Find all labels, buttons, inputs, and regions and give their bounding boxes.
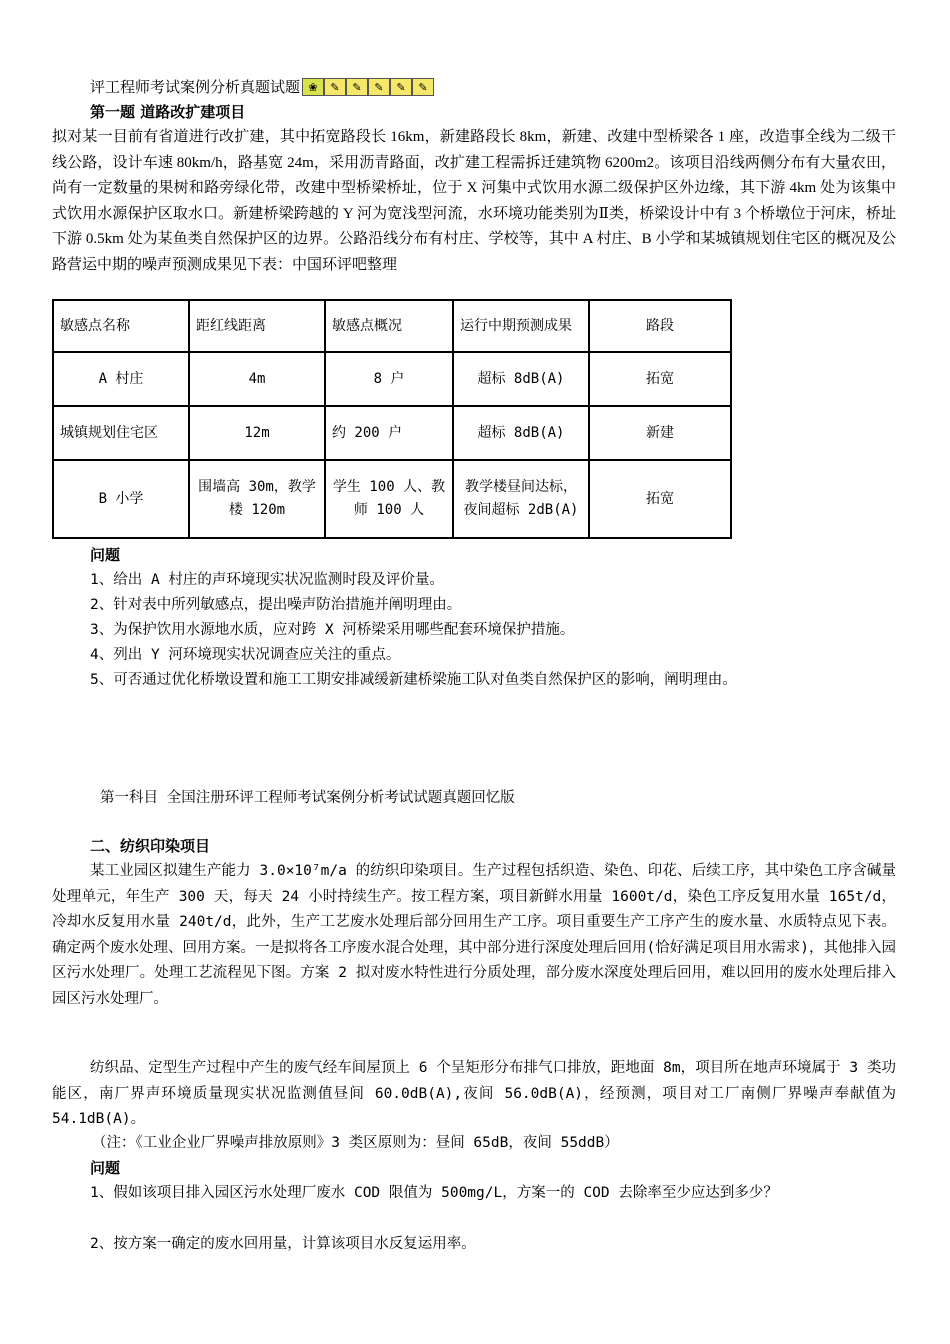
table-cell: 拓宽 bbox=[589, 460, 731, 538]
q2-heading: 二、纺织印染项目 bbox=[90, 837, 211, 855]
q1-question: 4、列出 Y 河环境现实状况调查应关注的重点。 bbox=[90, 647, 401, 663]
page-icon[interactable]: ✎ bbox=[390, 78, 412, 96]
q2-para2: 纺织品、定型生产过程中产生的废气经车间屋顶上 6 个呈矩形分布排气口排放，距地面 8m，项目所在地声环境属于 3 类功能区，南厂界声环境质量现实状况监测值昼间 60.0dB(A),夜间 56.0dB(A)，经预测，项目对工厂南侧厂界噪声奉献值为 54.1dB(A)。 bbox=[52, 1060, 896, 1127]
q1-heading: 第一题 道路改扩建项目 bbox=[90, 103, 246, 121]
page-icon[interactable]: ✎ bbox=[368, 78, 390, 96]
table-row bbox=[53, 352, 731, 406]
table-cell: 12m bbox=[189, 406, 325, 460]
q1-question: 1、给出 A 村庄的声环境现实状况监测时段及评价量。 bbox=[90, 572, 444, 588]
table-cell: 超标 8dB(A) bbox=[453, 352, 589, 406]
q1-question: 5、可否通过优化桥墩设置和施工工期安排减缓新建桥梁施工队对鱼类自然保护区的影响，阐明理由。 bbox=[90, 672, 737, 688]
table-header: 运行中期预测成果 bbox=[453, 300, 589, 352]
q1-body: 拟对某一目前有省道进行改扩建，其中拓宽路段长 16km，新建路段长 8km，新建、改建中型桥梁各 1 座，改造事全线为二级干线公路，设计车速 80km/h，路基宽 24m，采用沥青路面，改扩建工程需拆迁建筑物 6200m2。该项目沿线两侧分布有大量农田，尚有一定数量的果树和路旁绿化带，改建中型桥梁桥址，位于 X 河集中式饮用水源二级保护区外边缘，其下游 4km 处为该集中式饮用水源保护区取水口。新建桥梁跨越的 Y 河为宽浅型河流，水环境功能类别为Ⅱ类，桥梁设计中有 3 个桥墩位于河床，桥址下游 0.5km 处为某鱼类自然保护区的边界。公路沿线分布有村庄、学校等，其中 A 村庄、B 小学和某城镇规划住宅区的概况及公路营运中期的噪声预测成果见下表：中国环评吧整理 bbox=[52, 129, 896, 273]
table-header: 敏感点概况 bbox=[325, 300, 453, 352]
table-cell: 约 200 户 bbox=[325, 406, 453, 460]
table-cell: 4m bbox=[189, 352, 325, 406]
q2-question: 2、按方案一确定的废水回用量，计算该项目水反复运用率。 bbox=[90, 1236, 476, 1252]
table-cell: 学生 100 人、教师 100 人 bbox=[325, 460, 453, 538]
table-cell: 围墙高 30m，教学楼 120m bbox=[189, 460, 325, 538]
table-cell: 新建 bbox=[589, 406, 731, 460]
q2-question: 1、假如该项目排入园区污水处理厂废水 COD 限值为 500mg/L，方案一的 COD 去除率至少应达到多少？ bbox=[90, 1185, 778, 1201]
icon-strip bbox=[302, 78, 434, 96]
table-cell: 拓宽 bbox=[589, 352, 731, 406]
page-icon[interactable]: ✎ bbox=[412, 78, 434, 96]
document-title-line bbox=[90, 76, 434, 98]
table-header: 敏感点名称 bbox=[53, 300, 189, 352]
q1-questions-heading: 问题 bbox=[90, 546, 121, 564]
q1-question: 3、为保护饮用水源地水质，应对跨 X 河桥梁采用哪些配套环境保护措施。 bbox=[90, 622, 575, 638]
page-icon[interactable]: ✎ bbox=[346, 78, 368, 96]
table-cell: B 小学 bbox=[53, 460, 189, 538]
table-cell: 超标 8dB(A) bbox=[453, 406, 589, 460]
section-title: 第一科目 全国注册环评工程师考试案例分析考试试题真题回忆版 bbox=[100, 790, 515, 806]
q2-note: （注：《工业企业厂界噪声排放原则》3 类区原则为：昼间 65dB，夜间 55ddB） bbox=[92, 1135, 619, 1151]
table-header-row bbox=[53, 300, 731, 352]
table-row bbox=[53, 406, 731, 460]
noise-table bbox=[52, 299, 732, 539]
table-header: 路段 bbox=[589, 300, 731, 352]
table-header: 距红线距离 bbox=[189, 300, 325, 352]
document-title: 评工程师考试案例分析真题试题 bbox=[90, 78, 301, 96]
table-cell: 城镇规划住宅区 bbox=[53, 406, 189, 460]
table-row bbox=[53, 460, 731, 538]
q2-questions-heading: 问题 bbox=[90, 1159, 121, 1177]
table-cell: 8 户 bbox=[325, 352, 453, 406]
table-cell: A 村庄 bbox=[53, 352, 189, 406]
lotus-icon[interactable]: ❀ bbox=[302, 78, 324, 96]
q1-question: 2、针对表中所列敏感点，提出噪声防治措施并阐明理由。 bbox=[90, 597, 462, 613]
table-cell: 教学楼昼间达标，夜间超标 2dB(A) bbox=[453, 460, 589, 538]
page-icon[interactable]: ✎ bbox=[324, 78, 346, 96]
q2-para1: 某工业园区拟建生产能力 3.0×10⁷m/a 的纺织印染项目。生产过程包括织造、染色、印花、后续工序，其中染色工序含碱量处理单元，年生产 300 天，每天 24 小时持续生产。按工程方案，项目新鲜水用量 1600t/d，染色工序反复用水量 165t/d，冷却水反复用水量 240t/d，此外，生产工艺废水处理后部分回用生产工序。项目重要生产工序产生的废水量、水质特点见下表。确定两个废水处理、回用方案。一是拟将各工序废水混合处理，其中部分进行深度处理后回用(恰好满足项目用水需求)，其他排入园区污水处理厂。处理工艺流程见下图。方案 2 拟对废水特性进行分质处理，部分废水深度处理后回用，难以回用的废水处理后排入园区污水处理厂。 bbox=[52, 863, 896, 1007]
